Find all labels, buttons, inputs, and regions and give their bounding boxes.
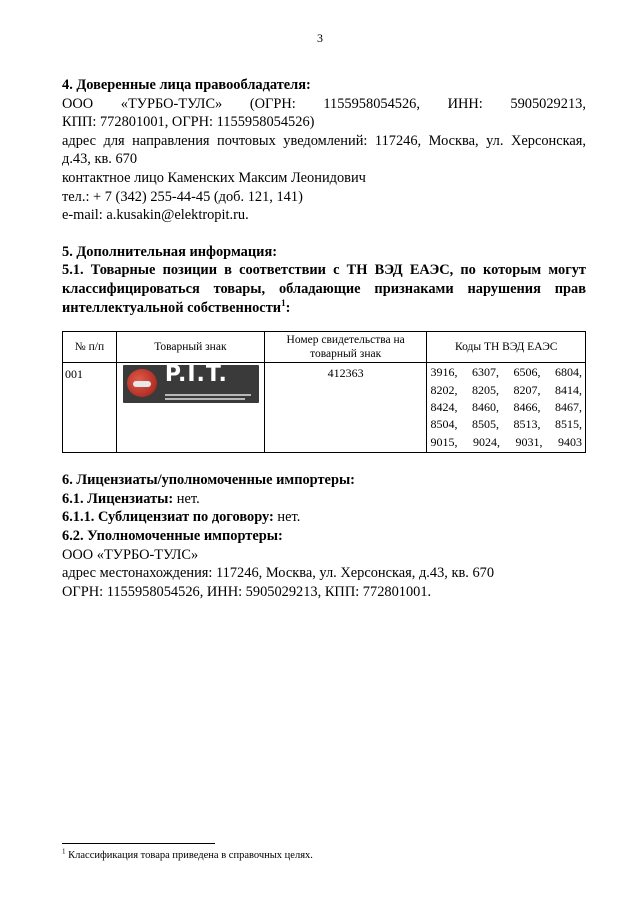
hs-codes-line: 8504, 8505, 8513, 8515, [430, 417, 582, 432]
trustee-line1 [62, 95, 586, 114]
importer-address: адрес местонахождения: 117246, Москва, ул. Херсонская, д.43, кв. 670 [62, 565, 495, 582]
section6-heading: 6. Лицензиаты/уполномоченные импортеры: [62, 472, 355, 489]
email: e-mail: a.kusakin@elektropit.ru. [62, 207, 249, 224]
phone: тел.: + 7 (342) 255-44-45 (доб. 121, 141) [62, 188, 303, 205]
contact-person: контактное лицо Каменских Максим Леонидович [62, 169, 366, 186]
page-number: 3 [317, 31, 323, 45]
trustee-part: ИНН: [447, 95, 483, 112]
col-header-num: № п/п [63, 332, 117, 363]
footnote-mark: 1 [62, 847, 66, 856]
sublicensee-value: нет. [273, 509, 301, 526]
sublicensee [62, 508, 586, 527]
row-num: 001 [63, 363, 117, 453]
table-header-row [63, 332, 586, 363]
hs-codes-line: 8202, 8205, 8207, 8414, [430, 382, 582, 397]
trustee-line2: КПП: 772801001, ОГРН: 1155958054526) [62, 114, 315, 131]
licensees-label: 6.1. Лицензиаты: [62, 490, 174, 507]
postal-address-line1: адрес для направления почтовых уведомлений: 117246, Москва, ул. Херсонская, [62, 132, 586, 149]
section5-1-colon: : [285, 299, 291, 316]
sublicensee-label: 6.1.1. Сублицензиат по договору: [62, 509, 274, 526]
col-header-cert: Номер свидетельства на товарный знак [264, 332, 427, 363]
col-header-codes: Коды ТН ВЭД ЕАЭС [427, 332, 586, 363]
car-emblem-icon [127, 369, 157, 397]
hs-codes [427, 363, 586, 453]
footnote [62, 849, 313, 862]
trustee-part: 1155958054526, [323, 95, 420, 112]
trustee-part: (ОГРН: [249, 95, 296, 112]
importer-name: ООО «ТУРБО-ТУЛС» [62, 546, 199, 563]
trustee-part: «ТУРБО-ТУЛС» [120, 95, 223, 112]
trademark-cell [116, 363, 264, 453]
section5-1-line3-text: интеллектуальной собственности [62, 299, 282, 316]
section5-1-line1: 5.1. Товарные позиции в соответствии с ТН ВЭД ЕАЭС, по которым могут [62, 262, 586, 279]
postal-address-line2: д.43, кв. 670 [62, 151, 138, 168]
certificate-number: 412363 [264, 363, 427, 453]
goods-table [62, 331, 586, 453]
trustee-part: ООО [62, 95, 94, 112]
trustee-part: 5905029213, [510, 95, 586, 112]
section5-1-line3 [62, 299, 586, 318]
footnote-divider [62, 843, 215, 844]
table-row [63, 363, 586, 453]
licensees-value: нет. [173, 490, 200, 507]
section5-heading: 5. Дополнительная информация: [62, 243, 278, 260]
document-body [62, 76, 586, 601]
footnote-ref[interactable]: 1 [281, 297, 286, 308]
importer-ids: ОГРН: 1155958054526, ИНН: 5905029213, КПП: 772801001. [62, 583, 432, 600]
hs-codes-line: 8424, 8460, 8466, 8467, [430, 399, 582, 414]
trademark-logo-text: P.I.T. [164, 365, 228, 388]
footnote-text: Классификация товара приведена в справочных целях. [65, 850, 313, 861]
col-header-mark: Товарный знак [116, 332, 264, 363]
section5-1-line2: классифицироваться товары, обладающие признаками нарушения прав [62, 280, 586, 297]
hs-codes-line: 3916, 6307, 6506, 6804, [430, 365, 582, 380]
trademark-logo [123, 365, 259, 403]
section4-heading: 4. Доверенные лица правообладателя: [62, 77, 311, 93]
hs-codes-line: 9015, 9024, 9031, 9403 [430, 434, 582, 449]
licensees [62, 490, 586, 509]
importers-label: 6.2. Уполномоченные импортеры: [62, 527, 283, 544]
